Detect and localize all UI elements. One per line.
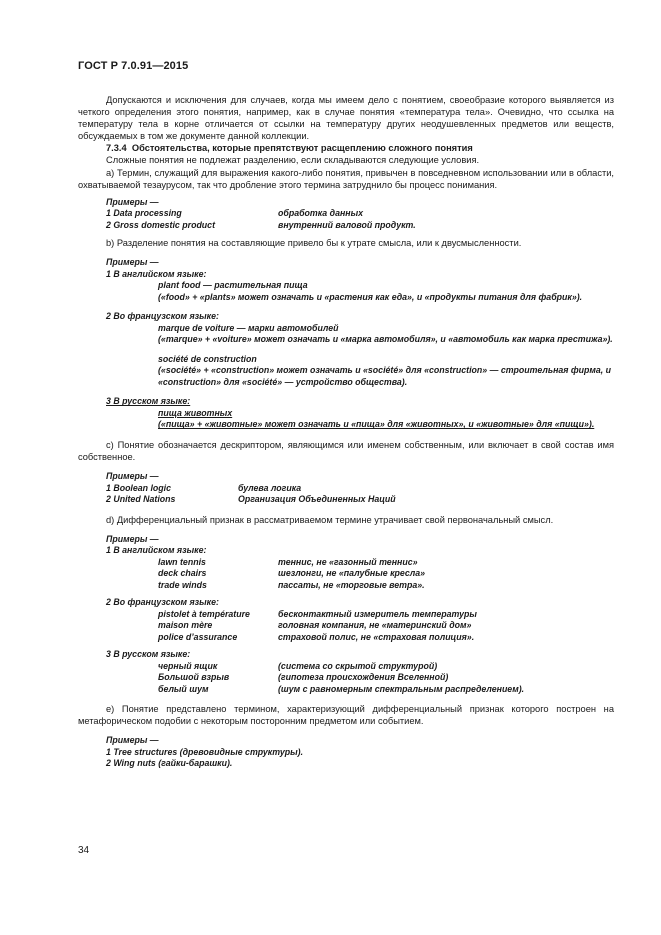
document-header: ГОСТ Р 7.0.91—2015 bbox=[78, 60, 189, 72]
example-value: Организация Объединенных Наций bbox=[238, 494, 396, 505]
lang-head-fr: 2 Во французском языке: bbox=[106, 597, 219, 608]
example-row bbox=[158, 557, 614, 569]
example-block-fr bbox=[158, 323, 614, 389]
lang-head-en: 1 В английском языке: bbox=[106, 268, 207, 279]
example-value: обработка данных bbox=[278, 208, 363, 219]
paragraph-e: e) Понятие представлено термином, характеризующий дифференциальный признак которого построен на метафорическом подобии с некоторым посторонним предметом или событием. bbox=[78, 704, 614, 727]
paragraph-a: а) Термин, служащий для выражения какого-либо понятия, привычен в повседневном использовании или в области, охватываемой тезаурусом, так что дробление этого термина затруднило бы процесс понимания. bbox=[78, 167, 614, 190]
examples-b bbox=[106, 257, 614, 431]
example-value: (система со скрытой структурой) bbox=[278, 660, 438, 671]
examples-a bbox=[106, 197, 614, 232]
examples-c bbox=[106, 471, 614, 506]
examples-head: Примеры — bbox=[106, 471, 159, 482]
example-row bbox=[158, 568, 614, 580]
example-block-ru bbox=[158, 408, 614, 431]
example-row bbox=[158, 580, 614, 592]
example-row bbox=[158, 632, 614, 644]
example-value: страховой полис, не «страховая полиция». bbox=[278, 631, 475, 642]
example-term: белый шум bbox=[158, 683, 209, 694]
example-block-fr bbox=[158, 609, 614, 644]
paragraph-c: c) Понятие обозначается дескриптором, являющимся или именем собственным, или включает в свой состав имя собственное. bbox=[78, 439, 614, 462]
example-value: (гипотеза происхождения Вселенной) bbox=[278, 672, 449, 683]
example-value: (шум с равномерным спектральным распределением). bbox=[278, 683, 525, 694]
example-term: lawn tennis bbox=[158, 556, 206, 567]
example-term: черный ящик bbox=[158, 660, 218, 671]
lang-head-en: 1 В английском языке: bbox=[106, 545, 207, 556]
example-term: maison mère bbox=[158, 620, 213, 631]
example-value: теннис, не «газонный теннис» bbox=[278, 556, 418, 567]
example-line: («société» + «construction» может означать и «société» для «construction» — строительная фирма, и «construction» для «société» — устройство общества). bbox=[158, 365, 611, 387]
section-heading bbox=[78, 142, 614, 154]
example-row bbox=[158, 661, 614, 673]
example-row bbox=[106, 483, 614, 495]
example-block-en bbox=[158, 280, 614, 303]
example-line: («food» + «plants» может означать и «растения как еда», и «продукты питания для фабрик»). bbox=[158, 291, 583, 302]
section-title: Обстоятельства, которые препятствуют расщеплению сложного понятия bbox=[131, 143, 473, 154]
example-row bbox=[158, 672, 614, 684]
example-term: deck chairs bbox=[158, 568, 207, 579]
example-value: булева логика bbox=[238, 482, 302, 493]
example-term: pistolet à température bbox=[158, 608, 250, 619]
example-line: пища животных bbox=[158, 407, 233, 418]
example-line: («пища» + «животные» может означать и «пища» для «животных», и «животные» для «пищи»). bbox=[158, 419, 595, 430]
examples-head: Примеры — bbox=[106, 533, 159, 544]
lang-head-ru: 3 В русском языке: bbox=[106, 649, 191, 660]
page-content bbox=[78, 94, 614, 770]
example-row bbox=[106, 208, 614, 220]
example-line: société de construction bbox=[158, 353, 257, 364]
example-term: 2 Gross domestic product bbox=[106, 219, 216, 230]
page-number: 34 bbox=[78, 845, 90, 856]
example-row bbox=[106, 494, 614, 506]
examples-head: Примеры — bbox=[106, 735, 159, 746]
example-value: пассаты, не «торговые ветра». bbox=[278, 579, 425, 590]
examples-head: Примеры — bbox=[106, 196, 159, 207]
example-line: («marque» + «voiture» может означать и «марка автомобиля», и «автомобиль как марка престижа»). bbox=[158, 334, 613, 345]
examples-head: Примеры — bbox=[106, 257, 159, 268]
example-term: police d’assurance bbox=[158, 631, 238, 642]
example-row bbox=[158, 620, 614, 632]
paragraph-intro: Допускаются и исключения для случаев, когда мы имеем дело с понятием, своеобразие которого выявляется из четкого определения этого понятия, например, как в случае понятия «температура тела». Очевидно, что ссылка на температуру тела в корне отличается от ссылки на температуру других неодушевленных предметов или веществ, обсуждаемых в том же документе данной коллекции. bbox=[78, 95, 614, 142]
example-line: 1 Tree structures (древовидные структуры). bbox=[106, 746, 304, 757]
example-term: Большой взрыв bbox=[158, 672, 230, 683]
examples-e bbox=[106, 735, 614, 770]
example-line: plant food — растительная пища bbox=[158, 280, 308, 291]
examples-d bbox=[106, 534, 614, 696]
example-term: 1 Data processing bbox=[106, 208, 182, 219]
lang-head-fr: 2 Во французском языке: bbox=[106, 311, 219, 322]
example-term: trade winds bbox=[158, 579, 207, 590]
example-value: бесконтактный измеритель температуры bbox=[278, 608, 477, 619]
example-value: шезлонги, не «палубные кресла» bbox=[278, 568, 426, 579]
example-block-en bbox=[158, 557, 614, 592]
example-term: 1 Boolean logic bbox=[106, 482, 172, 493]
paragraph-conditions: Сложные понятия не подлежат разделению, если складываются следующие условия. bbox=[106, 155, 480, 166]
paragraph-b: b) Разделение понятия на составляющие привело бы к утрате смысла, или к двусмысленности. bbox=[106, 238, 522, 249]
example-row bbox=[158, 609, 614, 621]
example-value: головная компания, не «материнский дом» bbox=[278, 620, 472, 631]
paragraph-d: d) Дифференциальный признак в рассматриваемом термине утрачивает свой первоначальный смысл. bbox=[106, 514, 554, 525]
example-value: внутренний валовой продукт. bbox=[278, 219, 416, 230]
example-block-ru bbox=[158, 661, 614, 696]
example-line: marque de voiture — марки автомобилей bbox=[158, 322, 339, 333]
lang-head-ru: 3 В русском языке: bbox=[106, 396, 191, 407]
example-row bbox=[158, 684, 614, 696]
example-term: 2 United Nations bbox=[106, 494, 176, 505]
example-line: 2 Wing nuts (гайки-барашки). bbox=[106, 758, 233, 769]
example-row bbox=[106, 220, 614, 232]
section-number: 7.3.4 bbox=[106, 143, 127, 154]
